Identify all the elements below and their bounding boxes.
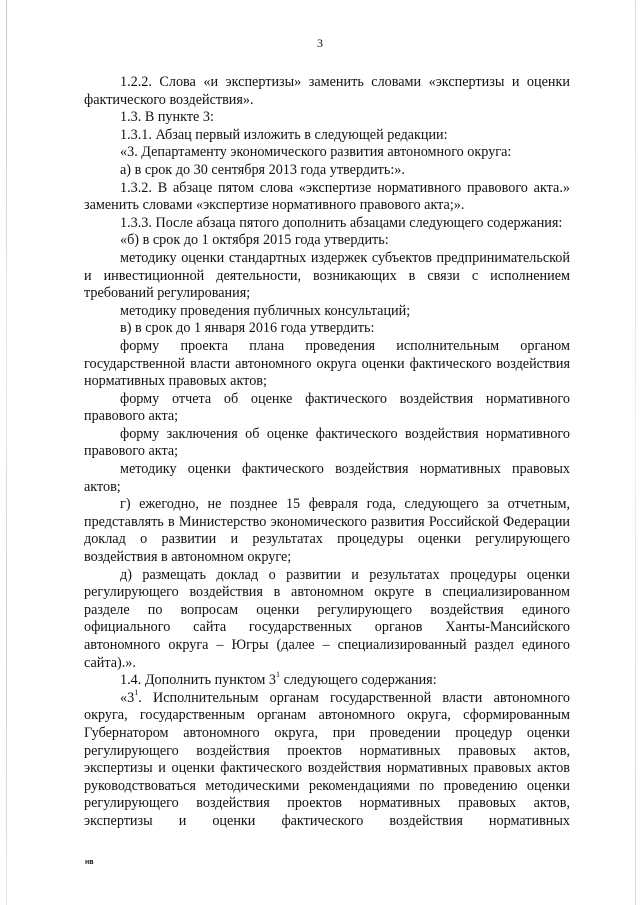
document-body xyxy=(84,74,570,831)
paragraph-1-4-start: 1.4. Дополнить пунктом 3 xyxy=(120,672,277,689)
paragraph-1-3-3: 1.3.3. После абзаца пятого дополнить абзацами следующего содержания: xyxy=(120,214,563,231)
paragraph-3-1-body: . Исполнительным органам государственной власти автономного округа, государственным органам автономного округа, сформированным Губернатором автономного округа, при проведении процедур оценки регулирующего воздействия проектов нормативных правовых актов, экспертизы и оценки фактического воздействия нормативных правовых актов руководствоваться методическими рекомендациями по проведению оценки регулирующего воздействия проектов нормативных правовых актов, экспертизы и оценки фактического воздействия нормативных xyxy=(84,689,570,829)
paragraph-item-g: г) ежегодно, не позднее 15 февраля года, следующего за отчетным, представлять в Министерство экономического развития Российской Федерации доклад о развитии и результатах процедуры оценки регулирующего воздействия в автономном округе; xyxy=(84,496,570,566)
paragraph-quote-3: «3. Департаменту экономического развития автономного округа: xyxy=(120,144,512,161)
scan-edge-left xyxy=(6,0,7,905)
superscript-one: 1 xyxy=(276,670,281,680)
footer-code: нв xyxy=(85,859,94,866)
page-number: 3 xyxy=(317,36,323,50)
paragraph-form-conclusion: форму заключения об оценке фактического воздействия нормативного правового акта; xyxy=(84,425,570,460)
superscript-one: 1 xyxy=(134,688,139,698)
paragraph-item-b: «б) в срок до 1 октября 2015 года утвердить: xyxy=(120,232,389,249)
paragraph-item-c: в) в срок до 1 января 2016 года утвердить: xyxy=(120,320,375,337)
paragraph-item-a: а) в срок до 30 сентября 2013 года утвердить:». xyxy=(120,161,405,178)
paragraph-form-plan: форму проекта плана проведения исполнительным органом государственной власти автономного округа оценки фактического воздействия нормативных правовых актов; xyxy=(84,337,570,390)
paragraph-method-costs: методику оценки стандартных издержек субъектов предпринимательской и инвестиционной деятельности, возникающих в связи с исполнением требований регулирования; xyxy=(84,249,570,302)
paragraph-1-3-2: 1.3.2. В абзаце пятом слова «экспертизе нормативного правового акта.» заменить словами «экспертизе нормативного правового акта;». xyxy=(84,179,570,214)
paragraph-1-3-1: 1.3.1. Абзац первый изложить в следующей редакции: xyxy=(120,126,448,143)
paragraph-item-d: д) размещать доклад о развитии и результатах процедуры оценки регулирующего воздействия в автономном округе в специализированном разделе по вопросам оценки регулирующего воздействия единого официального сайта государственных органов Ханты-Мансийского автономного округа – Югры (далее – специализированный раздел единого сайта).». xyxy=(84,566,570,671)
paragraph-method-assessment: методику оценки фактического воздействия нормативных правовых актов; xyxy=(84,461,570,495)
paragraph-method-consultations: методику проведения публичных консультаций; xyxy=(120,302,411,319)
paragraph-3-1-start: «3 xyxy=(120,689,135,706)
paragraph-form-report: форму отчета об оценке фактического воздействия нормативного правового акта; xyxy=(84,390,570,425)
paragraph-3-1 xyxy=(84,690,570,831)
paragraph-1-2-2: 1.2.2. Слова «и экспертизы» заменить словами «экспертизы и оценки фактического воздействия». xyxy=(84,74,570,108)
paragraph-1-3: 1.3. В пункте 3: xyxy=(120,109,214,126)
scan-edge-right xyxy=(635,0,636,905)
paragraph-1-4 xyxy=(84,672,570,690)
paragraph-1-4-end: следующего содержания: xyxy=(280,672,437,689)
